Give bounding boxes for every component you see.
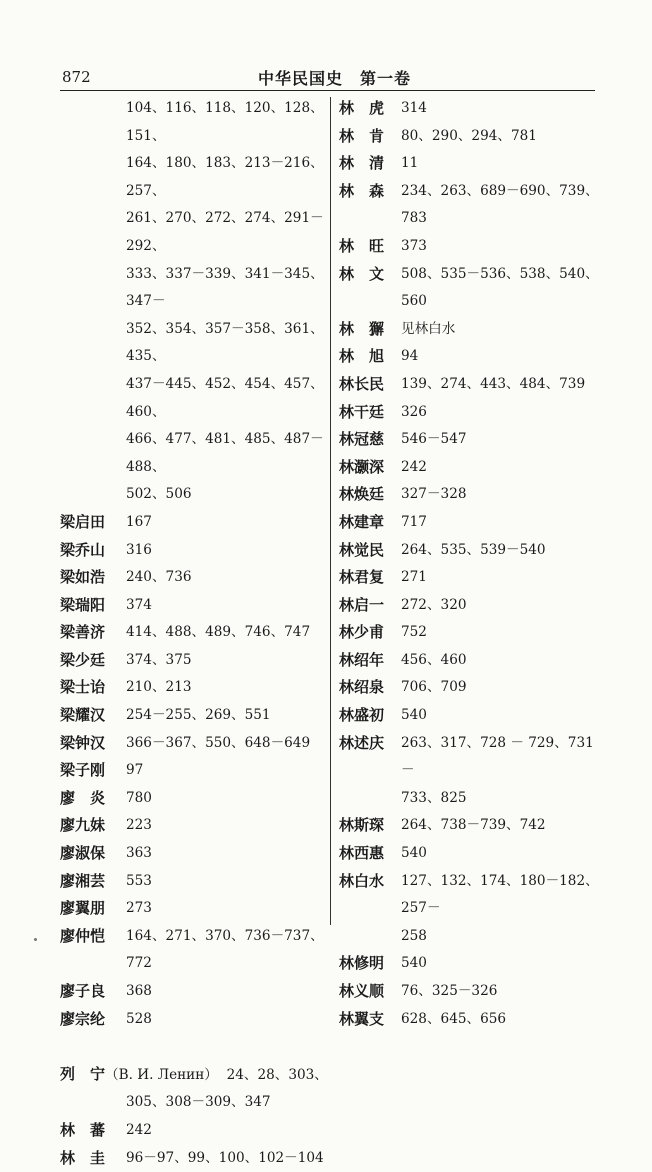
entry-pages: 264、738－739、742: [401, 817, 546, 834]
index-entry: [60, 619, 328, 647]
page-number: 872: [62, 68, 91, 86]
entry-name: 梁乔山: [60, 540, 106, 559]
entry-pages: 414、488、489、746、747: [126, 624, 311, 641]
entry-name: 林启一: [339, 595, 385, 614]
index-entry: [339, 123, 599, 151]
scan-speck: [34, 938, 37, 941]
running-title: 中华民国史 第一卷: [258, 69, 412, 88]
entry-name: 梁士诒: [60, 678, 106, 697]
entry-pages: 127、132、174、180－182、257－ 258: [401, 872, 599, 944]
entry-line: [60, 1033, 328, 1089]
entry-name: 列 宁: [60, 1064, 106, 1083]
entry-pages: 316: [126, 541, 152, 558]
entry-pages: 242: [126, 1121, 152, 1138]
entry-pages: 271: [401, 569, 427, 586]
entry-pages: 752: [401, 624, 427, 641]
index-entry: [339, 150, 599, 178]
header-rule: [60, 90, 595, 91]
entry-name: 林 文: [339, 264, 385, 283]
entry-name: 林 圭: [60, 1148, 106, 1167]
index-entry: [339, 316, 599, 344]
index-entry: [60, 1006, 328, 1034]
entry-name: 林 獬: [339, 319, 385, 338]
entry-name: 林述庆: [339, 733, 385, 752]
entry-pages: 104、116、118、120、128、151、 164、180、183、213－216、257、 261、270、272、274、291－292、 333、337－339、341－345、347－ 352、354、357－358、361、435、 437－445、452、454、457、460、 466、477、481、485、487－488、 502、506: [126, 100, 324, 503]
entry-name: 廖 炎: [60, 788, 106, 807]
index-entry: [60, 564, 328, 592]
entry-pages: 24、28、303、: [226, 1066, 328, 1083]
entry-pages: 263、317、728 － 729、731 － 733、825: [401, 734, 594, 806]
index-entry: [60, 647, 328, 675]
entry-pages: 96－97、99、100、102－104: [126, 1149, 324, 1166]
index-entry: [60, 812, 328, 840]
entry-pages: 366－367、550、648－649: [126, 734, 311, 751]
entry-name: 林 蕃: [60, 1120, 106, 1139]
entry-pages: 780: [126, 789, 152, 806]
entry-pages: 234、263、689－690、739、783: [401, 182, 599, 227]
column-divider: [330, 97, 331, 925]
index-entry: [339, 647, 599, 675]
index-entry: [60, 895, 328, 923]
entry-pages: 553: [126, 872, 152, 889]
index-column-right: [339, 95, 599, 1033]
index-entry: [339, 233, 599, 261]
index-entry: [60, 1033, 328, 1089]
entry-name: 林义顺: [339, 982, 385, 1000]
entry-name: 廖淑保: [60, 844, 106, 863]
entry-pages: 167: [126, 513, 152, 530]
entry-name: 梁如浩: [60, 568, 106, 587]
index-entry: [339, 343, 599, 371]
index-entry: [339, 592, 599, 620]
entry-name: 林君复: [339, 568, 385, 587]
entry-pages: 327－328: [401, 486, 467, 503]
index-entry: [339, 978, 599, 1006]
index-entry: [60, 1145, 328, 1172]
entry-name: 廖湘芸: [60, 871, 106, 890]
entry-pages: 11: [401, 155, 419, 172]
index-entry: [339, 702, 599, 730]
entry-pages: 210、213: [126, 679, 192, 696]
index-entry: [339, 868, 599, 951]
entry-pages: 94: [401, 348, 419, 365]
index-entry: [339, 454, 599, 482]
entry-pages: 326: [401, 403, 427, 420]
entry-name: 林绍年: [339, 650, 385, 669]
entry-pages: 508、535－536、538、540、560: [401, 265, 599, 310]
entry-name: 林觉民: [339, 540, 385, 559]
entry-name: 林绍泉: [339, 678, 385, 697]
entry-name: 梁瑞阳: [60, 595, 106, 614]
entry-pages: 546－547: [401, 431, 467, 448]
entry-name: 林 清: [339, 154, 385, 173]
index-entry: [339, 564, 599, 592]
index-entry: [339, 509, 599, 537]
entry-name: 梁善济: [60, 623, 106, 642]
index-entry: [339, 1006, 599, 1034]
index-entry: [60, 785, 328, 813]
entry-name: 林 虎: [339, 99, 385, 117]
entry-name: 梁耀汉: [60, 706, 106, 725]
index-entry: [60, 702, 328, 730]
entry-pages: 540: [401, 707, 427, 724]
entry-pages: 305、308－309、347: [126, 1094, 271, 1111]
index-entry: [60, 1117, 328, 1145]
entry-name: 廖九妹: [60, 816, 106, 835]
index-entry: [60, 592, 328, 620]
index-entry: [60, 674, 328, 702]
index-entry: [339, 178, 599, 233]
entry-name: 林白水: [339, 871, 385, 890]
entry-name: 林干廷: [339, 402, 385, 421]
index-entry: [60, 509, 328, 537]
entry-pages: 314: [401, 100, 427, 116]
index-entry: [339, 399, 599, 427]
entry-pages: 706、709: [401, 679, 467, 696]
index-entry: [339, 730, 599, 813]
index-entry: [60, 840, 328, 868]
entry-name: 林修明: [339, 954, 385, 973]
entry-name: 林盛初: [339, 706, 385, 725]
entry-pages: 223: [126, 817, 152, 834]
index-column-left: [60, 95, 328, 1172]
entry-name: 林冠慈: [339, 430, 385, 449]
index-entry: [339, 261, 599, 316]
entry-name: 林 森: [339, 181, 385, 200]
entry-pages: 540: [401, 845, 427, 862]
entry-name: 梁启田: [60, 512, 106, 531]
entry-pages: 242: [401, 458, 427, 475]
index-entry: [339, 619, 599, 647]
index-entry: [60, 537, 328, 565]
index-entry: [339, 537, 599, 565]
entry-name: 梁少廷: [60, 650, 106, 669]
entry-name: 林 肯: [339, 126, 385, 145]
entry-pages: 254－255、269、551: [126, 707, 271, 724]
index-entry: [339, 840, 599, 868]
entry-gloss: （В. И. Ленин）: [105, 1066, 218, 1083]
index-entry: [60, 95, 328, 509]
index-entry: [60, 923, 328, 978]
index-entry: [60, 868, 328, 896]
entry-name: 梁子刚: [60, 761, 106, 780]
entry-name: 林建章: [339, 512, 385, 531]
index-entry: [339, 426, 599, 454]
entry-pages: 273: [126, 900, 152, 917]
entry-pages: 528: [126, 1010, 152, 1027]
entry-name: 林 旭: [339, 347, 385, 366]
entry-name: 林 旺: [339, 236, 385, 255]
entry-pages: 97: [126, 762, 144, 779]
entry-name: 林长民: [339, 374, 385, 393]
entry-name: 林少甫: [339, 623, 385, 642]
index-entry: [339, 812, 599, 840]
index-entry: [339, 674, 599, 702]
entry-pages: 540: [401, 955, 427, 972]
entry-pages: 76、325－326: [401, 983, 498, 999]
entry-pages: 456、460: [401, 651, 467, 668]
entry-pages: 363: [126, 845, 152, 862]
entry-name: 廖翼朋: [60, 899, 106, 918]
index-entry-continuation: [60, 1089, 328, 1117]
entry-name: 梁钟汉: [60, 733, 106, 752]
entry-name: 廖仲恺: [60, 926, 106, 945]
entry-pages: 373: [401, 237, 427, 254]
entry-name: 林斯琛: [339, 816, 385, 835]
index-entry: [60, 757, 328, 785]
index-entry: [339, 950, 599, 978]
entry-name: 林灏深: [339, 457, 385, 476]
entry-pages: 见林白水: [401, 320, 456, 337]
entry-pages: 80、290、294、781: [401, 127, 537, 144]
entry-name: 廖宗纶: [60, 1009, 106, 1028]
entry-pages: 368: [126, 983, 152, 999]
index-entry: [60, 730, 328, 758]
entry-name: 廖子良: [60, 982, 106, 1000]
entry-pages: 717: [401, 513, 427, 530]
entry-name: 林西惠: [339, 844, 385, 863]
index-entry: [60, 978, 328, 1006]
index-entry: [339, 481, 599, 509]
index-entry: [339, 371, 599, 399]
entry-name: 林焕廷: [339, 485, 385, 504]
index-entry: [339, 95, 599, 123]
entry-pages: 374: [126, 596, 152, 613]
entry-pages: 628、645、656: [401, 1010, 507, 1027]
entry-pages: 240、736: [126, 569, 192, 586]
entry-pages: 272、320: [401, 596, 467, 613]
entry-pages: 139、274、443、484、739: [401, 375, 586, 392]
entry-pages: 264、535、539－540: [401, 541, 546, 558]
entry-pages: 374、375: [126, 651, 192, 668]
entry-name: 林翼支: [339, 1009, 385, 1028]
entry-pages: 164、271、370、736－737、772: [126, 927, 324, 972]
